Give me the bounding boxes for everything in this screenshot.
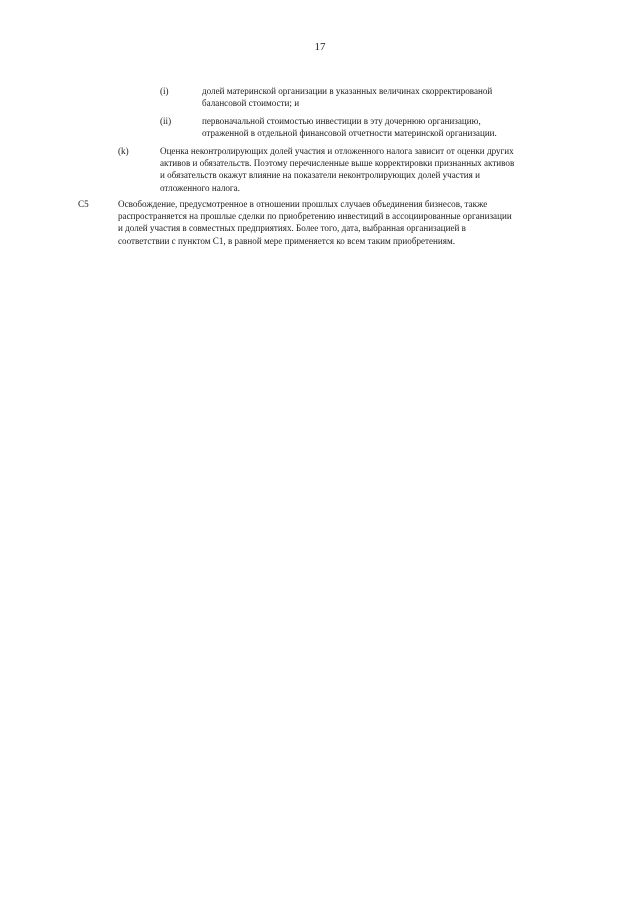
paragraph-c5 [78,198,558,247]
text-line: и обязательств окажут влияние на показатели неконтролирующих долей участия и [160,170,480,181]
sub-item-text [202,85,558,109]
text-line: отраженной в отдельной финансовой отчетности материнской организации. [202,128,497,139]
text-line: долей материнской организации в указанных величинах скорректированой [202,86,493,96]
text-line: отложенного налога. [160,182,240,193]
sub-item-ii [160,115,558,139]
text-line: активов и обязательств. Поэтому перечисленные выше корректировки признанных активов [160,158,515,169]
page-number: 17 [314,41,326,53]
text-line: соответствии с пунктом C1, в равной мере применяется ко всем таким приобретениям. [118,235,455,246]
paragraph-k [118,145,558,194]
paragraph-marker: (k) [118,146,129,156]
text-line: распространяется на прошлые сделки по приобретению инвестиций в ассоциированные организации [118,211,512,222]
sub-item-marker: (ii) [160,116,172,126]
text-line: и долей участия в совместных предприятиях. Более того, дата, выбранная организацией в [118,223,466,234]
paragraph-text [118,198,558,247]
text-line: балансовой стоимости; и [202,98,300,109]
paragraph-marker: C5 [78,199,89,209]
sub-item-i [160,85,558,109]
text-line: Оценка неконтролирующих долей участия и отложенного налога зависит от оценки других [160,146,514,156]
text-line: первоначальной стоимостью инвестиции в эту дочернюю организацию, [202,116,481,126]
text-line: Освобождение, предусмотренное в отношении прошлых случаев объединения бизнесов, также [118,199,488,209]
sub-item-marker: (i) [160,86,169,96]
paragraph-text [160,145,558,194]
sub-item-text [202,115,558,139]
